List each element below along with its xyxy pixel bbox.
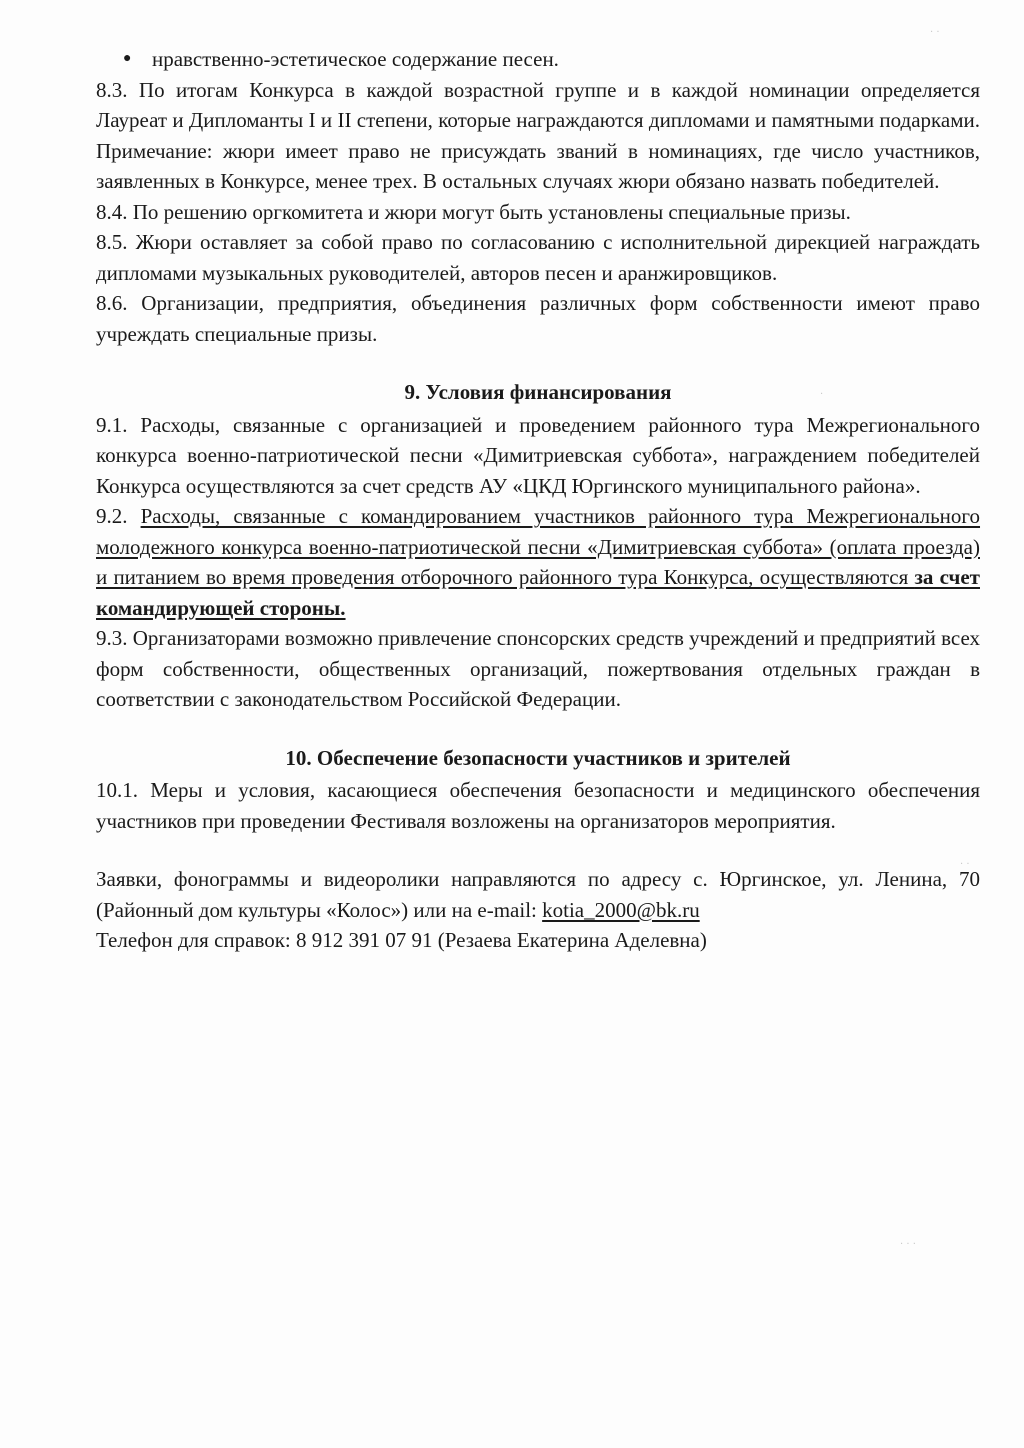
paragraph-9-2-bold-text: за счет командирующей стороны. [96,565,980,620]
scan-artifact: · · [960,859,970,870]
contacts-paragraph [96,864,980,925]
paragraph-8-4: 8.4. По решению оргкомитета и жюри могут быть установлены специальные призы. [96,199,851,224]
paragraph-9-2-underlined-text: Расходы, связанные с командированием участников районного тура Межрегионального молодежного конкурса военно-патриотической песни «Димитриевская суббота» (оплата проезда) и питанием во время проведения отборочного районного тура Конкурса, осуществляются [96,504,981,589]
paragraph-9-1: 9.1. Расходы, связанные с организацией и проведением районного тура Межрегионального конкурса военно-патриотической песни «Димитриевская суббота», награждением победителей Конкурса осуществляются за счет средств АУ «ЦКД Юргинского муниципального района». [96,412,980,498]
scan-artifact: · · · [900,1239,916,1250]
paragraph-8-5: 8.5. Жюри оставляет за собой право по согласованию с исполнительной дирекцией награждать дипломами музыкальных руководителей, авторов песен и аранжировщиков. [96,230,980,285]
scan-artifact: · [820,389,824,400]
contacts-address: Заявки, фонограммы и видеоролики направляются по адресу с. Юргинское, ул. Ленина, 70 (Районный дом культуры «Колос») или на e-mail: [96,867,980,922]
paragraph-9-2 [96,501,980,623]
paragraph-8-6: 8.6. Организации, предприятия, объединения различных форм собственности имеют право учреждать специальные призы. [96,291,980,346]
bullet-marker-icon: ● [123,51,132,66]
contacts-spacer [96,836,980,864]
paragraph-9-2-number: 9.2. [96,504,141,528]
scan-artifact: · · [930,27,940,38]
bullet-item [96,44,980,75]
section-10-heading: 10. Обеспечение безопасности участников и зрителей [285,745,791,770]
contacts-phone: Телефон для справок: 8 912 391 07 91 (Резаева Екатерина Аделевна) [96,928,707,952]
contacts-email-link[interactable]: kotia_2000@bk.ru [542,897,700,922]
paragraph-9-3: 9.3. Организаторами возможно привлечение спонсорских средств учреждений и предприятий всех форм собственности, общественных организаций, пожертвования отдельных граждан в соответствии с законодательством Российской Федерации. [96,626,980,711]
paragraph-10-1: 10.1. Меры и условия, касающиеся обеспечения безопасности и медицинского обеспечения участников при проведении Фестиваля возложены на организаторов мероприятия. [96,778,980,833]
section-9-heading: 9. Условия финансирования [404,380,672,404]
bullet-text: нравственно-эстетическое содержание песен. [152,47,559,71]
document-body [96,44,980,956]
paragraph-8-3: 8.3. По итогам Конкурса в каждой возрастной группе и в каждой номинации определяется Лауреат и Дипломанты I и II степени, которые награждаются дипломами и памятными подарками. Примечание: жюри имеет право не присуждать званий в номинациях, где число участников, заявленных в Конкурсе, менее трех. В остальных случаях жюри обязано назвать победителей. [96,77,980,193]
